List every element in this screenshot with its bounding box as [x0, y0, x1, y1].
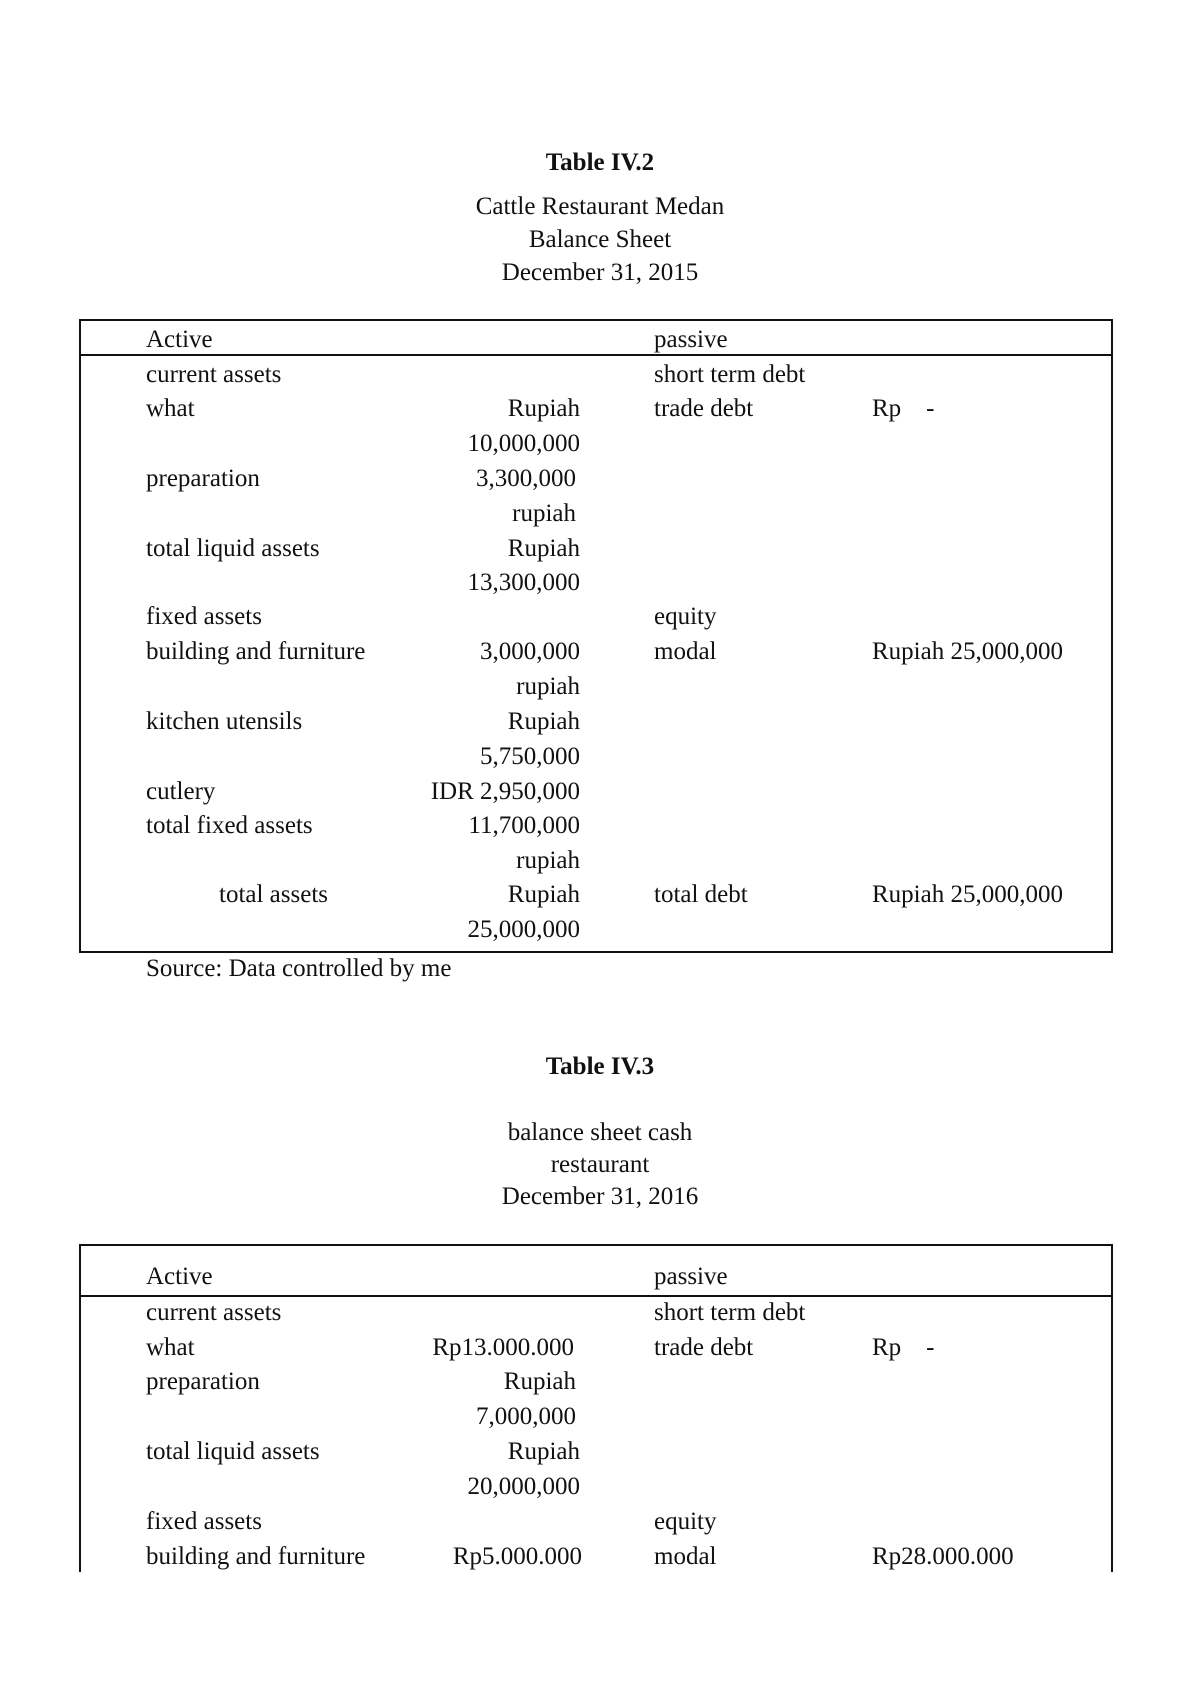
- table1-value-total-fixed-1: 11,700,000: [468, 812, 580, 839]
- table1-label-equity: equity: [654, 603, 717, 630]
- table1-value-kitchen-1: Rupiah: [507, 708, 580, 735]
- table1-header-active: Active: [146, 326, 213, 353]
- table1-label-fixed-assets: fixed assets: [146, 603, 262, 630]
- table2-label-fixed-assets: fixed assets: [146, 1508, 262, 1535]
- table1-title: Table IV.2: [545, 149, 655, 176]
- table1-label-what: what: [146, 395, 195, 422]
- table2-name: balance sheet cash: [507, 1119, 693, 1146]
- table1-header-rule: [79, 354, 1113, 356]
- table2-label-preparation: preparation: [146, 1368, 260, 1395]
- table2-left-rule: [79, 1244, 81, 1572]
- table1-label-total-assets: total assets: [219, 881, 329, 908]
- table1-label-short-term-debt: short term debt: [654, 361, 806, 388]
- table1-label-preparation: preparation: [146, 465, 260, 492]
- table1-source-note: Source: Data controlled by me: [146, 955, 452, 982]
- table1-value-total-liquid-1: Rupiah: [507, 535, 580, 562]
- table2-label-what: what: [146, 1334, 195, 1361]
- table2-title: Table IV.3: [545, 1053, 655, 1080]
- table1-label-total-debt: total debt: [654, 881, 748, 908]
- table1-value-total-debt: Rupiah 25,000,000: [872, 881, 1063, 908]
- table2-label-total-liquid: total liquid assets: [146, 1438, 320, 1465]
- table1-value-total-assets-1: Rupiah: [507, 881, 580, 908]
- table2-value-trade-debt: Rp -: [872, 1334, 935, 1361]
- table2-value-total-liquid-2: 20,000,000: [467, 1473, 580, 1500]
- table2-header-active: Active: [146, 1263, 213, 1290]
- table1-value-cutlery: IDR 2,950,000: [430, 778, 580, 805]
- table1-value-what-2: 10,000,000: [467, 430, 580, 457]
- table2-type: restaurant: [550, 1151, 650, 1178]
- table1-label-current-assets: current assets: [146, 361, 282, 388]
- table2-header-passive: passive: [654, 1263, 728, 1290]
- table1-value-building-1: 3,000,000: [480, 638, 580, 665]
- table1-statement: Balance Sheet: [528, 226, 672, 253]
- table2-label-current-assets: current assets: [146, 1299, 282, 1326]
- table2-label-modal: modal: [654, 1543, 717, 1570]
- table1-value-total-assets-2: 25,000,000: [467, 916, 580, 943]
- table1-label-cutlery: cutlery: [146, 778, 216, 805]
- table1-value-preparation-1: 3,300,000: [476, 465, 576, 492]
- table2-label-building: building and furniture: [146, 1543, 366, 1570]
- table1-value-building-2: rupiah: [516, 673, 580, 700]
- table2-top-rule: [79, 1244, 1113, 1246]
- table1-company: Cattle Restaurant Medan: [475, 193, 725, 220]
- table2-value-preparation-1: Rupiah: [503, 1368, 576, 1395]
- table2-date: December 31, 2016: [501, 1183, 699, 1210]
- table1-label-trade-debt: trade debt: [654, 395, 754, 422]
- table1-value-preparation-2: rupiah: [512, 500, 576, 527]
- table2-value-building: Rp5.000.000: [452, 1543, 582, 1570]
- table1-header-passive: passive: [654, 326, 728, 353]
- table2-right-rule: [1111, 1244, 1113, 1572]
- table1-label-kitchen: kitchen utensils: [146, 708, 303, 735]
- table2-value-what: Rp13.000.000: [432, 1334, 574, 1361]
- table2-label-equity: equity: [654, 1508, 717, 1535]
- table1-value-modal: Rupiah 25,000,000: [872, 638, 1063, 665]
- table1-value-total-liquid-2: 13,300,000: [467, 569, 580, 596]
- table1-value-what-1: Rupiah: [507, 395, 580, 422]
- table2-value-preparation-2: 7,000,000: [476, 1403, 576, 1430]
- table2-label-trade-debt: trade debt: [654, 1334, 754, 1361]
- table1-date: December 31, 2015: [501, 259, 699, 286]
- table1-label-modal: modal: [654, 638, 717, 665]
- table1-label-building: building and furniture: [146, 638, 366, 665]
- table1-value-total-fixed-2: rupiah: [516, 847, 580, 874]
- table2-value-total-liquid-1: Rupiah: [507, 1438, 580, 1465]
- table1-label-total-liquid: total liquid assets: [146, 535, 320, 562]
- table2-label-short-term-debt: short term debt: [654, 1299, 806, 1326]
- table1-value-trade-debt: Rp -: [872, 395, 935, 422]
- table1-label-total-fixed: total fixed assets: [146, 812, 313, 839]
- table2-value-modal: Rp28.000.000: [872, 1543, 1014, 1570]
- table1-value-kitchen-2: 5,750,000: [480, 743, 580, 770]
